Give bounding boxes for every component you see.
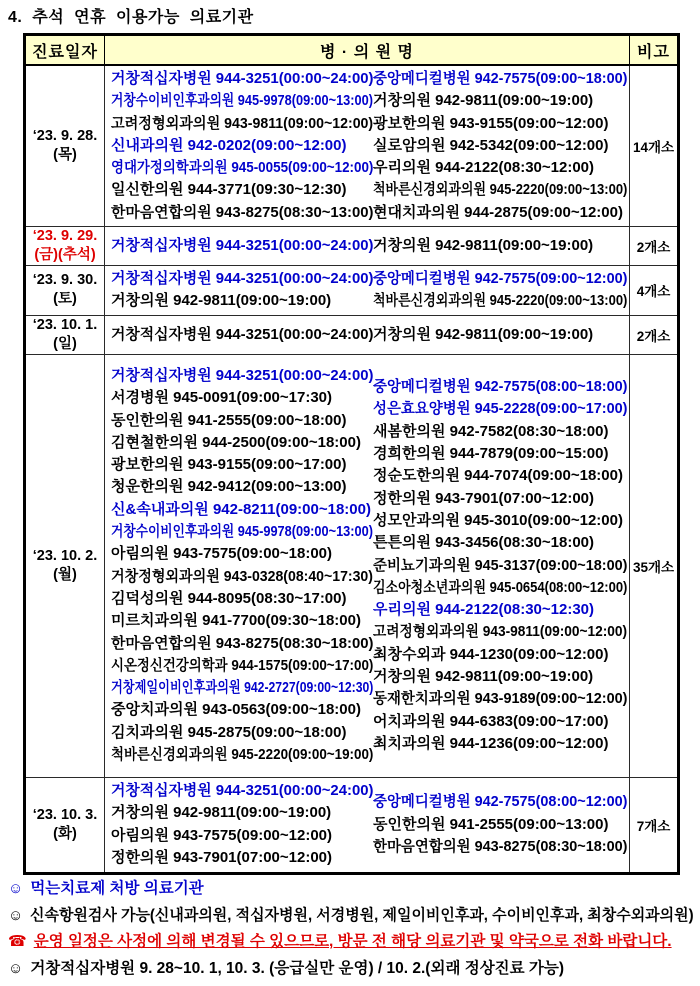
clinic-entry-text: 거창적십자병원 944-3251(00:00~24:00) [111,367,374,384]
clinic-entry [373,814,627,836]
clinic-entry [111,268,373,290]
clinics-cell [105,354,630,777]
clinic-entry [373,555,627,577]
clinic-entry-text: 거창적십자병원 944-3251(00:00~24:00) [111,782,374,800]
clinic-entry-text: 김소아청소년과의원 945-0654(08:00~12:00) [373,578,628,596]
clinic-entry [111,157,373,179]
clinic-entry [373,688,627,710]
clinic-entry [111,290,373,312]
clinic-entry [111,699,373,721]
clinic-entry-text: 광보한의원 943-9155(09:00~12:00) [373,114,609,132]
footer-note-text [34,929,694,956]
clinic-column-left [111,780,373,869]
date-line2: (금)(추석) [34,247,96,264]
clinic-entry-text: 정한의원 943-7901(07:00~12:00) [373,489,594,507]
clinic-entry [111,566,373,588]
footer-note [8,929,694,956]
clinic-entry-text: 아림의원 943-7575(09:00~18:00) [111,545,332,563]
clinic-entry [111,454,373,476]
clinic-column-right [373,324,627,346]
clinic-entry-text: 중앙메디컬병원 942-7575(08:00~12:00) [373,793,628,811]
clinic-entry [373,510,627,532]
clinic-entry [111,432,373,454]
date-line1: ‘23. 9. 30. [32,272,98,289]
table-row [25,65,679,227]
clinic-entry-text: 거창의원 942-9811(09:00~19:00) [111,292,332,310]
clinic-entry-text: 신&속내과의원 942-8211(09:00~18:00) [111,500,371,518]
clinic-entry [373,179,627,201]
clinic-entry-text: 거창의원 942-9811(09:00~19:00) [373,325,594,343]
table-row [25,354,679,777]
clinic-column-right [373,780,627,869]
count-cell: 2개소 [630,315,679,354]
table-row [25,777,679,873]
date-line1: ‘23. 10. 1. [32,316,98,333]
date-line2: (월) [53,566,77,583]
clinic-entry [373,465,627,487]
clinic-entry-text: 동재한치과의원 943-9189(09:00~12:00) [373,690,628,708]
clinics-cell [105,315,630,354]
clinic-column-left [111,235,373,257]
date-line1: ‘23. 9. 29. [32,228,98,245]
clinic-entry [111,780,373,802]
clinic-columns [105,322,629,348]
clinic-entry-text: 거창의원 942-9811(09:00~19:00) [373,668,594,685]
clinic-entry [111,802,373,824]
clinics-cell [105,227,630,266]
clinic-entry [373,443,627,465]
clinic-entry-text: 아림의원 943-7575(09:00~12:00) [111,826,332,844]
clinic-column-left [111,68,373,224]
clinic-entry [373,421,627,443]
clinic-entry [111,543,373,565]
clinic-entry [373,577,627,599]
table-header [25,35,679,66]
clinic-entry-text: 고려정형외과의원 943-9811(09:00~12:00) [373,623,628,641]
footer-note-text-inner: 운영 일정은 사정에 의해 변경될 수 있으므로, 방문 전 해당 의료기관 및 약국으로 전화 바랍니다. [33,933,672,950]
clinic-entry-text: 정순도한의원 944-7074(09:00~18:00) [373,467,623,485]
clinic-entry-text: 우리의원 944-2122(08:30~12:00) [373,159,594,177]
date-line1: ‘23. 10. 3. [32,806,98,823]
smiley-icon: ☺ [8,880,24,897]
clinic-entry [111,476,373,498]
clinic-entry [111,235,373,257]
clinic-entry [111,521,373,543]
table-row [25,266,679,316]
footer-note-text [30,903,694,930]
clinic-columns [105,233,629,259]
clinic-entry-text: 튼튼의원 943-3456(08:30~18:00) [373,534,594,552]
footer-note [8,903,694,930]
footer-note-text-inner: 먹는치료제 처방 의료기관 [30,880,204,897]
clinic-column-right [373,235,627,257]
clinic-entry-text: 거창의원 942-9811(09:00~19:00) [373,236,594,254]
clinic-entry [373,290,627,312]
clinic-entry [373,733,627,755]
clinic-entry-text: 척바른신경외과의원 945-2220(09:00~13:00) [373,181,628,199]
col-header-note: 비고 [630,35,679,66]
date-line2: (일) [53,335,77,352]
clinic-entry [111,588,373,610]
clinic-entry-text: 김덕성의원 944-8095(08:30~17:00) [111,589,347,607]
clinic-entry [111,633,373,655]
clinic-entry [373,711,627,733]
clinic-entry [111,135,373,157]
clinic-columns [105,363,629,768]
clinic-entry [373,135,627,157]
clinic-entry-text: 척바른신경외과의원 945-2220(09:00~19:00) [111,746,374,764]
clinic-entry [373,532,627,554]
clinic-entry-text: 성모안과의원 945-3010(09:00~12:00) [373,511,623,529]
clinic-entry [111,202,373,224]
clinic-entry-text: 중앙메디컬병원 942-7575(08:00~18:00) [373,378,628,396]
clinic-entry [111,677,373,699]
clinic-entry-text: 중앙메디컬병원 942-7575(09:00~18:00) [373,70,628,87]
date-cell [25,227,105,266]
date-cell [25,266,105,316]
clinic-entry [111,825,373,847]
clinic-entry-text: 중앙치과의원 943-0563(09:00~18:00) [111,701,361,719]
footer-note-text [30,956,694,983]
date-cell [25,65,105,227]
clinic-column-right [373,365,627,766]
date-line2: (목) [53,147,77,164]
clinic-entry [373,376,627,398]
clinic-entry [373,398,627,420]
clinic-entry [111,847,373,869]
clinic-entry-text: 거창정형외과의원 943-0328(08:40~17:30) [111,567,373,585]
clinic-entry [111,179,373,201]
clinic-entry-text: 성은효요양병원 945-2228(09:00~17:00) [373,400,628,418]
smiley-icon: ☺ [8,906,24,924]
clinic-entry-text: 김치과의원 945-2875(09:00~18:00) [111,723,347,741]
footer-note-text-inner: 신속항원검사 가능(신내과의원, 적십자병원, 서경병원, 제일이비인후과, 수이비인후과, 최창수외과의원) [30,906,694,924]
clinic-entry-text: 한마음연합의원 943-8275(08:30~18:00) [111,634,374,652]
smiley-icon: ☺ [8,959,24,977]
clinic-entry-text: 새봄한의원 942-7582(08:30~18:00) [373,422,609,440]
date-line2: (토) [53,291,77,308]
clinic-entry [373,791,627,813]
clinic-entry-text: 거창적십자병원 944-3251(00:00~24:00) [111,325,374,343]
clinic-entry [111,744,373,766]
clinic-entry-text: 영대가정의학과의원 945-0055(09:00~12:00) [111,159,374,177]
count-cell: 4개소 [630,266,679,316]
clinic-entry-text: 신내과의원 942-0202(09:00~12:00) [111,136,347,154]
clinic-entry [111,722,373,744]
clinic-entry [373,324,627,346]
footer-note-text [30,876,694,903]
clinic-entry [111,68,373,90]
clinic-entry-text: 거창적십자병원 944-3251(00:00~24:00) [111,270,374,288]
clinic-entry-text: 최치과의원 944-1236(09:00~12:00) [373,734,609,752]
clinic-entry [111,387,373,409]
clinic-entry-text: 서경병원 945-0091(09:00~17:30) [111,389,332,407]
clinic-column-left [111,324,373,346]
clinic-column-right [373,68,627,224]
date-line2: (화) [53,825,77,842]
clinic-entry [373,836,627,858]
clinic-entry-text: 미르치과의원 941-7700(09:30~18:00) [111,612,361,630]
clinic-entry-text: 청운한의원 942-9412(09:00~13:00) [111,478,347,496]
clinic-entry [373,644,627,666]
clinic-columns [105,778,629,871]
clinic-entry-text: 거창적십자병원 944-3251(00:00~24:00) [111,70,374,87]
date-line1: ‘23. 9. 28. [32,128,98,145]
date-cell [25,315,105,354]
clinic-entry-text: 최창수외과 944-1230(09:00~12:00) [373,645,609,663]
clinic-entry [373,268,627,290]
clinic-entry [373,666,627,688]
clinic-entry-text: 경희한의원 944-7879(09:00~15:00) [373,445,609,463]
clinics-cell [105,65,630,227]
footer-note-text-inner: 거창적십자병원 9. 28~10. 1, 10. 3. (응급실만 운영) / 10. 2.(외래 정상진료 가능) [30,959,565,977]
clinic-entry-text: 준비뇨기과의원 945-3137(09:00~18:00) [373,556,628,574]
clinic-entry-text: 일신한의원 944-3771(09:30~12:30) [111,181,347,199]
clinic-column-left [111,268,373,313]
count-cell: 14개소 [630,65,679,227]
date-cell [25,777,105,873]
clinic-column-right [373,268,627,313]
clinic-entry-text: 정한의원 943-7901(07:00~12:00) [111,848,332,866]
clinic-entry [373,68,627,90]
clinics-cell [105,777,630,873]
date-cell [25,354,105,777]
count-cell: 35개소 [630,354,679,777]
clinic-entry [373,235,627,257]
clinic-column-left [111,365,373,766]
footer-note [8,956,694,983]
clinic-entry-text: 거창수이비인후과의원 945-9978(09:00~13:00) [111,523,373,541]
table-body [25,65,679,873]
clinic-entry [111,410,373,432]
schedule-table [23,33,680,875]
footer-notes [8,876,694,982]
clinic-entry [111,90,373,112]
footer-note [8,876,694,903]
clinic-entry-text: 한마음연합의원 943-8275(08:30~18:00) [373,837,628,855]
clinic-entry [373,621,627,643]
clinic-entry [111,324,373,346]
clinic-entry [373,157,627,179]
clinic-entry [373,90,627,112]
clinic-entry-text: 거창의원 942-9811(09:00~19:00) [373,92,594,110]
col-header-date: 진료일자 [25,35,105,66]
clinic-entry [373,599,627,621]
clinic-entry-text: 실로암의원 942-5342(09:00~12:00) [373,136,609,154]
clinic-entry-text: 거창제일이비인후과의원 942-2727(09:00~12:30) [111,679,374,697]
clinic-columns [105,266,629,315]
count-cell: 2개소 [630,227,679,266]
phone-icon: ☎ [8,933,27,950]
clinic-entry [111,113,373,135]
table-row [25,227,679,266]
clinic-entry-text: 중앙메디컬병원 942-7575(09:00~12:00) [373,270,628,288]
clinic-entry [111,499,373,521]
count-cell: 7개소 [630,777,679,873]
clinic-entry-text: 광보한의원 943-9155(09:00~17:00) [111,456,347,474]
clinic-entry [373,113,627,135]
clinic-columns [105,66,629,226]
clinic-entry [111,365,373,387]
clinic-entry [373,202,627,224]
clinic-entry-text: 거창의원 942-9811(09:00~19:00) [111,804,332,822]
clinic-entry-text: 한마음연합의원 943-8275(08:30~13:00) [111,203,374,221]
clinic-entry-text: 거창수이비인후과의원 945-9978(09:00~13:00) [111,92,373,110]
clinic-entry-text: 동인한의원 941-2555(09:00~13:00) [373,815,609,833]
clinic-entry-text: 거창적십자병원 944-3251(00:00~24:00) [111,236,374,254]
clinics-cell [105,266,630,316]
clinic-entry-text: 우리의원 944-2122(08:30~12:30) [373,601,594,619]
clinic-entry-text: 척바른신경외과의원 945-2220(09:00~13:00) [373,292,628,310]
clinic-entry [373,488,627,510]
clinic-entry-text: 김현철한의원 944-2500(09:00~18:00) [111,433,361,451]
clinic-entry-text: 고려정형외과의원 943-9811(09:00~12:00) [111,114,374,132]
clinic-entry [111,655,373,677]
clinic-entry-text: 어치과의원 944-6383(09:00~17:00) [373,712,609,730]
date-line1: ‘23. 10. 2. [32,547,98,564]
clinic-entry-text: 현대치과의원 944-2875(09:00~12:00) [373,203,623,221]
page-title: 4. 추석 연휴 이용가능 의료기관 [8,9,254,26]
clinic-entry-text: 동인한의원 941-2555(09:00~18:00) [111,411,347,429]
table-row [25,315,679,354]
clinic-entry [111,610,373,632]
col-header-name: 병 · 의 원 명 [105,35,630,66]
clinic-entry-text: 시온정신건강의학과 944-1575(09:00~17:00) [111,656,374,674]
